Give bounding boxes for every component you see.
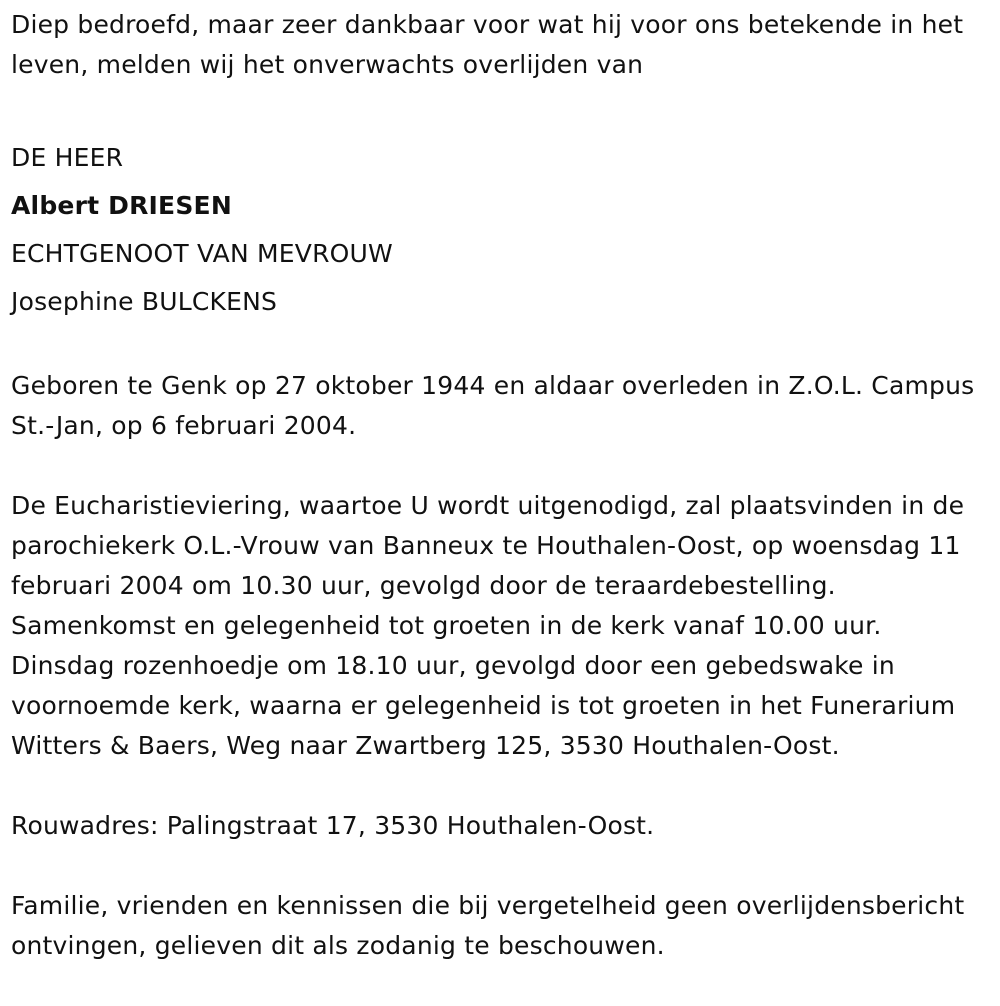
title-prefix: DE HEER bbox=[11, 143, 124, 172]
closing-text: Familie, vrienden en kennissen die bij vergetelheid geen overlijdensbericht ontvingen, gelieven dit als zodanig te beschouwen. bbox=[11, 891, 965, 960]
deceased-name: Albert DRIESEN bbox=[11, 191, 232, 220]
relation-text: ECHTGENOOT VAN MEVROUW bbox=[11, 239, 393, 268]
mourning-address: Rouwadres: Palingstraat 17, 3530 Houthalen-Oost. bbox=[11, 811, 655, 840]
ceremony-text: De Eucharistieviering, waartoe U wordt uitgenodigd, zal plaatsvinden in de parochiekerk O.L.-Vrouw van Banneux te Houthalen-Oost, op woensdag 11 februari 2004 om 10.30 uur, gevolgd door de teraardebestelling. Samenkomst en gelegenheid tot groeten in de kerk vanaf 10.00 uur. Dinsdag rozenhoedje om 18.10 uur, gevolgd door een gebedswake in voornoemde kerk, waarna er gelegenheid is tot groeten in het Funerarium Witters & Baers, Weg naar Zwartberg 125, 3530 Houthalen-Oost. bbox=[11, 491, 965, 760]
intro-text: Diep bedroefd, maar zeer dankbaar voor wat hij voor ons betekende in het leven, melden wij het onverwachts overlijden van bbox=[11, 10, 964, 79]
death-notice bbox=[11, 0, 986, 966]
spouse-name: Josephine BULCKENS bbox=[11, 287, 278, 316]
birth-death-text: Geboren te Genk op 27 oktober 1944 en aldaar overleden in Z.O.L. Campus St.-Jan, op 6 februari 2004. bbox=[11, 371, 975, 440]
